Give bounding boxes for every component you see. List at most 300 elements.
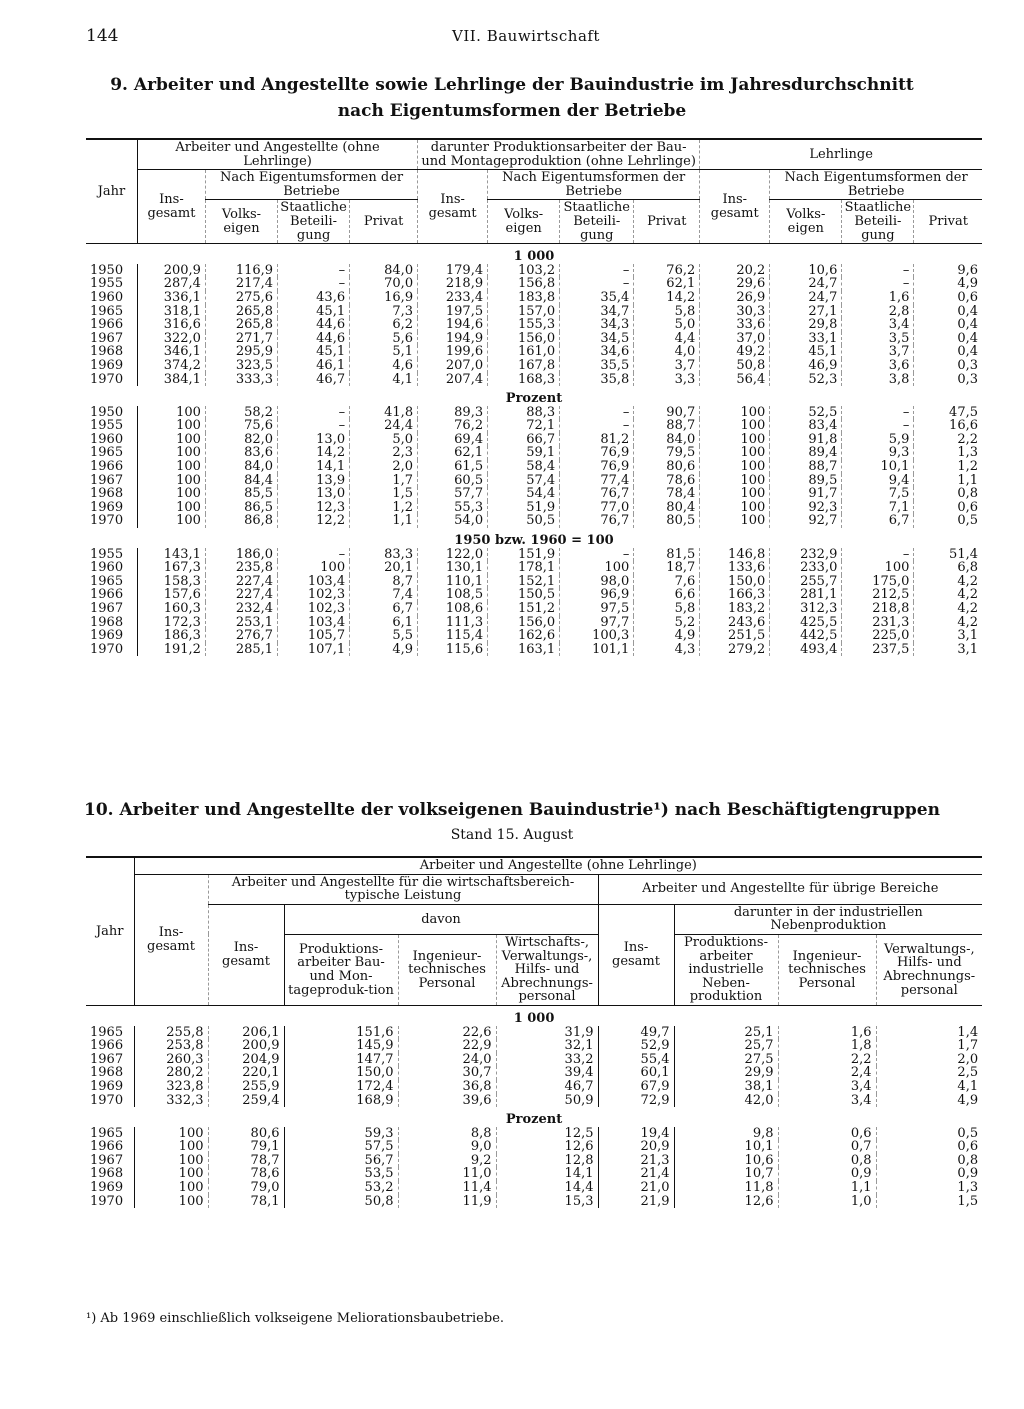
value-cell: 45,1 xyxy=(278,345,350,359)
value-cell: 287,4 xyxy=(163,276,201,292)
t10-head-darunter: darunter in der industriellen Nebenproduktion xyxy=(674,904,982,934)
value-cell: 85,5 xyxy=(205,487,277,501)
year-cell: 1966 xyxy=(86,460,137,474)
value-cell: 76,7 xyxy=(560,514,634,528)
value-cell: 233,0 xyxy=(770,561,842,575)
value-cell: 1,8 xyxy=(778,1039,876,1053)
value-cell: 70,0 xyxy=(350,277,418,291)
section-heading: 1 000 xyxy=(513,249,555,265)
value-cell: 279,2 xyxy=(700,643,770,657)
value-cell: 100 xyxy=(700,406,770,420)
table-row xyxy=(86,1154,982,1168)
value-cell: 35,4 xyxy=(560,291,634,305)
table-row xyxy=(86,332,982,346)
value-cell: 41,8 xyxy=(350,406,418,420)
value-cell: 38,1 xyxy=(674,1080,778,1094)
t9-head-privat-1: Privat xyxy=(350,200,418,244)
table-row xyxy=(86,602,982,616)
value-cell: 89,5 xyxy=(770,474,842,488)
value-cell: 57,5 xyxy=(284,1140,398,1154)
value-cell: 3,7 xyxy=(634,359,700,373)
table-row xyxy=(86,514,982,528)
value-cell: 6,8 xyxy=(914,561,982,575)
t10-head-insgesamt-2: Ins-gesamt xyxy=(208,904,284,1005)
year-cell: 1968 xyxy=(86,345,137,359)
table-row xyxy=(86,1080,982,1094)
value-cell: 100 xyxy=(278,561,350,575)
value-cell: 2,2 xyxy=(914,433,982,447)
value-cell: 255,9 xyxy=(208,1080,284,1094)
value-cell: 312,3 xyxy=(770,602,842,616)
value-cell: 100 xyxy=(176,459,201,475)
value-cell: 6,2 xyxy=(350,318,418,332)
table-row xyxy=(86,1094,982,1108)
value-cell: 22,9 xyxy=(398,1039,496,1053)
value-cell: 52,3 xyxy=(770,373,842,387)
year-cell: 1968 xyxy=(86,487,137,501)
t10-head-prod-neben: Produktions-arbeiter industrielle Neben-produktion xyxy=(674,934,778,1005)
value-cell: 0,3 xyxy=(914,359,982,373)
value-cell: 78,7 xyxy=(208,1154,284,1168)
value-cell: 103,4 xyxy=(278,616,350,630)
value-cell: 163,1 xyxy=(488,643,560,657)
value-cell: 54,0 xyxy=(418,514,488,528)
value-cell: 34,3 xyxy=(560,318,634,332)
value-cell: 33,6 xyxy=(700,318,770,332)
value-cell: 49,7 xyxy=(598,1026,674,1040)
t9-head-privat-2: Privat xyxy=(634,200,700,244)
value-cell: 179,4 xyxy=(418,264,488,278)
table-row xyxy=(86,1195,982,1209)
value-cell: 7,6 xyxy=(634,575,700,589)
value-cell: 29,8 xyxy=(770,318,842,332)
value-cell: 72,9 xyxy=(598,1094,674,1108)
value-cell: 0,4 xyxy=(914,305,982,319)
table-row xyxy=(86,1053,982,1067)
table-row xyxy=(86,345,982,359)
value-cell: 227,4 xyxy=(205,588,277,602)
value-cell: 89,4 xyxy=(770,446,842,460)
value-cell: 122,0 xyxy=(418,548,488,562)
value-cell: 18,7 xyxy=(634,561,700,575)
value-cell: 204,9 xyxy=(208,1053,284,1067)
table-row xyxy=(86,433,982,447)
value-cell: 2,0 xyxy=(876,1053,982,1067)
value-cell: 4,2 xyxy=(914,602,982,616)
value-cell: 19,4 xyxy=(598,1127,674,1141)
value-cell: 194,6 xyxy=(418,318,488,332)
value-cell: 1,7 xyxy=(876,1039,982,1053)
value-cell: 227,4 xyxy=(205,575,277,589)
value-cell: 76,9 xyxy=(560,446,634,460)
value-cell: 12,5 xyxy=(496,1127,598,1141)
value-cell: 79,1 xyxy=(208,1140,284,1154)
section-heading-row xyxy=(86,392,982,406)
value-cell: 260,3 xyxy=(166,1051,204,1067)
value-cell: 318,1 xyxy=(163,303,201,319)
value-cell: 50,8 xyxy=(700,359,770,373)
year-cell: 1965 xyxy=(86,446,137,460)
value-cell: 52,9 xyxy=(598,1039,674,1053)
value-cell: 86,8 xyxy=(205,514,277,528)
value-cell: 88,7 xyxy=(634,419,700,433)
value-cell: 2,4 xyxy=(778,1066,876,1080)
value-cell: 36,8 xyxy=(398,1080,496,1094)
value-cell: 56,4 xyxy=(700,373,770,387)
value-cell: 34,5 xyxy=(560,332,634,346)
value-cell: 47,5 xyxy=(914,406,982,420)
value-cell: 5,9 xyxy=(842,433,914,447)
value-cell: 6,1 xyxy=(350,616,418,630)
value-cell: 0,9 xyxy=(778,1167,876,1181)
year-cell: 1970 xyxy=(86,373,137,387)
value-cell: 33,1 xyxy=(770,332,842,346)
value-cell: 1,6 xyxy=(842,291,914,305)
value-cell: 35,8 xyxy=(560,373,634,387)
value-cell: 25,1 xyxy=(674,1026,778,1040)
value-cell: 271,7 xyxy=(205,332,277,346)
t9-head-nach-1: Nach Eigentumsformen der Betriebe xyxy=(205,170,417,200)
table-row xyxy=(86,1127,982,1141)
t9-head-staat-1: Staatliche Beteili-gung xyxy=(278,200,350,244)
t10-head-wirt: Wirtschafts-, Verwaltungs-, Hilfs- und Abrechnungs-personal xyxy=(496,934,598,1005)
value-cell: 384,1 xyxy=(163,371,201,387)
value-cell: 1,5 xyxy=(876,1195,982,1209)
value-cell: – xyxy=(560,419,634,433)
value-cell: 183,8 xyxy=(488,291,560,305)
value-cell: 39,6 xyxy=(398,1094,496,1108)
value-cell: 58,4 xyxy=(488,460,560,474)
value-cell: 9,3 xyxy=(842,446,914,460)
value-cell: 115,6 xyxy=(418,643,488,657)
value-cell: 27,1 xyxy=(770,305,842,319)
value-cell: 92,7 xyxy=(770,514,842,528)
value-cell: 3,3 xyxy=(634,373,700,387)
value-cell: 46,9 xyxy=(770,359,842,373)
value-cell: 4,2 xyxy=(914,575,982,589)
year-cell: 1965 xyxy=(86,1127,134,1141)
value-cell: 78,4 xyxy=(634,487,700,501)
value-cell: 24,7 xyxy=(770,277,842,291)
t9-head-group1: Arbeiter und Angestellte (ohne Lehrlinge) xyxy=(137,139,417,170)
section-heading: Prozent xyxy=(505,1112,563,1128)
value-cell: 4,9 xyxy=(634,629,700,643)
value-cell: 251,5 xyxy=(700,629,770,643)
value-cell: 21,9 xyxy=(598,1195,674,1209)
value-cell: 88,7 xyxy=(770,460,842,474)
table-row xyxy=(86,588,982,602)
value-cell: 98,0 xyxy=(560,575,634,589)
section-heading: Prozent xyxy=(505,391,563,407)
year-cell: 1967 xyxy=(86,1053,134,1067)
value-cell: 100 xyxy=(178,1139,204,1155)
value-cell: 9,8 xyxy=(674,1127,778,1141)
t9-head-group2: darunter Produktionsarbeiter der Bau- und Montageproduktion (ohne Lehrlinge) xyxy=(418,139,700,170)
t9-head-nach-2: Nach Eigentumsformen der Betriebe xyxy=(488,170,700,200)
value-cell: 80,5 xyxy=(634,514,700,528)
value-cell: 425,5 xyxy=(770,616,842,630)
value-cell: 90,7 xyxy=(634,406,700,420)
value-cell: 100 xyxy=(700,474,770,488)
value-cell: 100 xyxy=(700,487,770,501)
t10-head-verw: Verwaltungs-, Hilfs- und Abrechnungs-personal xyxy=(876,934,982,1005)
value-cell: 5,1 xyxy=(350,345,418,359)
section-heading-row xyxy=(86,1012,982,1026)
value-cell: – xyxy=(842,406,914,420)
t9-head-staat-3: Staatliche Beteili-gung xyxy=(842,200,914,244)
table-row xyxy=(86,277,982,291)
value-cell: 10,1 xyxy=(674,1140,778,1154)
value-cell: 3,4 xyxy=(842,318,914,332)
value-cell: 100 xyxy=(700,501,770,515)
value-cell: 1,2 xyxy=(350,501,418,515)
t9-head-volks-2: Volks-eigen xyxy=(488,200,560,244)
t9-head-insgesamt-3: Ins-gesamt xyxy=(700,170,770,244)
table-row xyxy=(86,1167,982,1181)
value-cell: 10,1 xyxy=(842,460,914,474)
value-cell: 316,6 xyxy=(163,317,201,333)
t10-head-ing-1: Ingenieur-technisches Personal xyxy=(398,934,496,1005)
value-cell: 285,1 xyxy=(205,643,277,657)
value-cell: 0,6 xyxy=(914,501,982,515)
section-heading-row xyxy=(86,1113,982,1127)
table-row xyxy=(86,1066,982,1080)
year-cell: 1966 xyxy=(86,588,137,602)
table9-title-line2: nach Eigentumsformen der Betriebe xyxy=(337,101,687,121)
value-cell: 100 xyxy=(178,1125,204,1141)
year-cell: 1967 xyxy=(86,474,137,488)
value-cell: 97,5 xyxy=(560,602,634,616)
value-cell: 7,1 xyxy=(842,501,914,515)
value-cell: 259,4 xyxy=(208,1094,284,1108)
t10-head-uebrige: Arbeiter und Angestellte für übrige Bereiche xyxy=(598,874,982,904)
value-cell: 100 xyxy=(176,499,201,515)
value-cell: 150,5 xyxy=(488,588,560,602)
value-cell: 14,4 xyxy=(496,1181,598,1195)
value-cell: 11,4 xyxy=(398,1181,496,1195)
value-cell: 346,1 xyxy=(163,344,201,360)
value-cell: 4,9 xyxy=(876,1094,982,1108)
value-cell: 13,0 xyxy=(278,487,350,501)
value-cell: 53,2 xyxy=(284,1181,398,1195)
value-cell: 493,4 xyxy=(770,643,842,657)
value-cell: 175,0 xyxy=(842,575,914,589)
value-cell: 243,6 xyxy=(700,616,770,630)
year-cell: 1969 xyxy=(86,501,137,515)
value-cell: 150,0 xyxy=(700,575,770,589)
value-cell: 84,4 xyxy=(205,474,277,488)
value-cell: 183,2 xyxy=(700,602,770,616)
value-cell: 5,8 xyxy=(634,305,700,319)
value-cell: 157,0 xyxy=(488,305,560,319)
value-cell: 44,6 xyxy=(278,332,350,346)
table-row xyxy=(86,291,982,305)
value-cell: – xyxy=(560,406,634,420)
value-cell: 55,4 xyxy=(598,1053,674,1067)
value-cell: 35,5 xyxy=(560,359,634,373)
value-cell: 39,4 xyxy=(496,1066,598,1080)
t9-head-insgesamt-1: Ins-gesamt xyxy=(137,170,205,244)
value-cell: 80,6 xyxy=(208,1127,284,1141)
value-cell: 442,5 xyxy=(770,629,842,643)
value-cell: 5,5 xyxy=(350,629,418,643)
value-cell: 100,3 xyxy=(560,629,634,643)
table-row xyxy=(86,406,982,420)
table-row xyxy=(86,446,982,460)
t9-head-group3: Lehrlinge xyxy=(700,139,982,170)
value-cell: 166,3 xyxy=(700,588,770,602)
value-cell: 295,9 xyxy=(205,345,277,359)
value-cell: 323,5 xyxy=(205,359,277,373)
value-cell: 3,4 xyxy=(778,1094,876,1108)
value-cell: 235,8 xyxy=(205,561,277,575)
value-cell: 51,4 xyxy=(914,548,982,562)
table9-title-line1: 9. Arbeiter und Angestellte sowie Lehrlinge der Bauindustrie im Jahresdurchschnitt xyxy=(110,75,914,95)
value-cell: 43,6 xyxy=(278,291,350,305)
value-cell: 59,3 xyxy=(284,1127,398,1141)
value-cell: 20,9 xyxy=(598,1140,674,1154)
value-cell: 102,3 xyxy=(278,602,350,616)
value-cell: 79,0 xyxy=(208,1181,284,1195)
value-cell: 100 xyxy=(700,514,770,528)
value-cell: 14,1 xyxy=(496,1167,598,1181)
value-cell: 62,1 xyxy=(418,446,488,460)
value-cell: 0,8 xyxy=(914,487,982,501)
value-cell: 27,5 xyxy=(674,1053,778,1067)
value-cell: 2,5 xyxy=(876,1066,982,1080)
value-cell: 44,6 xyxy=(278,318,350,332)
value-cell: 5,2 xyxy=(634,616,700,630)
table-row xyxy=(86,487,982,501)
year-cell: 1970 xyxy=(86,514,137,528)
value-cell: 10,6 xyxy=(770,264,842,278)
value-cell: 110,1 xyxy=(418,575,488,589)
table-row xyxy=(86,318,982,332)
value-cell: 76,2 xyxy=(634,264,700,278)
value-cell: 0,6 xyxy=(914,291,982,305)
value-cell: 280,2 xyxy=(166,1065,204,1081)
value-cell: 76,7 xyxy=(560,487,634,501)
value-cell: 253,8 xyxy=(166,1038,204,1054)
value-cell: 4,1 xyxy=(350,373,418,387)
value-cell: 26,9 xyxy=(700,291,770,305)
value-cell: 20,2 xyxy=(700,264,770,278)
year-cell: 1966 xyxy=(86,1140,134,1154)
value-cell: 81,5 xyxy=(634,548,700,562)
value-cell: 152,1 xyxy=(488,575,560,589)
value-cell: 31,9 xyxy=(496,1026,598,1040)
year-cell: 1969 xyxy=(86,1080,134,1094)
year-cell: 1955 xyxy=(86,419,137,433)
t10-head-typische: Arbeiter und Angestellte für die wirtschaftsbereich-typische Leistung xyxy=(208,874,598,904)
value-cell: 151,9 xyxy=(488,548,560,562)
table-row xyxy=(86,1026,982,1040)
table-row xyxy=(86,305,982,319)
value-cell: 146,8 xyxy=(700,548,770,562)
value-cell: 84,0 xyxy=(205,460,277,474)
value-cell: 29,9 xyxy=(674,1066,778,1080)
year-cell: 1968 xyxy=(86,616,137,630)
value-cell: – xyxy=(842,264,914,278)
table-row xyxy=(86,373,982,387)
value-cell: 80,6 xyxy=(634,460,700,474)
value-cell: 3,8 xyxy=(842,373,914,387)
value-cell: 336,1 xyxy=(163,289,201,305)
value-cell: 100 xyxy=(178,1166,204,1182)
value-cell: 0,4 xyxy=(914,318,982,332)
t10-head-top: Arbeiter und Angestellte (ohne Lehrlinge) xyxy=(134,857,982,874)
value-cell: 4,9 xyxy=(350,643,418,657)
value-cell: – xyxy=(560,548,634,562)
value-cell: 3,1 xyxy=(914,629,982,643)
footnote: ¹) Ab 1969 einschließlich volkseigene Meliorationsbaubetriebe. xyxy=(86,1311,505,1326)
year-cell: 1966 xyxy=(86,318,137,332)
value-cell: 96,9 xyxy=(560,588,634,602)
value-cell: 100 xyxy=(700,460,770,474)
value-cell: 197,5 xyxy=(418,305,488,319)
value-cell: 232,4 xyxy=(205,602,277,616)
value-cell: 374,2 xyxy=(163,357,201,373)
value-cell: – xyxy=(278,406,350,420)
value-cell: 133,6 xyxy=(700,561,770,575)
value-cell: 0,8 xyxy=(876,1154,982,1168)
value-cell: 77,4 xyxy=(560,474,634,488)
value-cell: 101,1 xyxy=(560,643,634,657)
value-cell: 200,9 xyxy=(163,262,201,278)
value-cell: 237,5 xyxy=(842,643,914,657)
year-cell: 1970 xyxy=(86,1094,134,1108)
value-cell: 56,7 xyxy=(284,1154,398,1168)
table-row xyxy=(86,643,982,657)
value-cell: 178,1 xyxy=(488,561,560,575)
table-row xyxy=(86,1181,982,1195)
value-cell: 76,2 xyxy=(418,419,488,433)
value-cell: 218,8 xyxy=(842,602,914,616)
value-cell: 7,3 xyxy=(350,305,418,319)
year-cell: 1966 xyxy=(86,1039,134,1053)
value-cell: 46,7 xyxy=(278,373,350,387)
value-cell: 7,5 xyxy=(842,487,914,501)
value-cell: 220,1 xyxy=(208,1066,284,1080)
value-cell: 2,2 xyxy=(778,1053,876,1067)
year-cell: 1967 xyxy=(86,332,137,346)
value-cell: 12,8 xyxy=(496,1154,598,1168)
value-cell: 322,0 xyxy=(163,330,201,346)
value-cell: 11,0 xyxy=(398,1167,496,1181)
table-row xyxy=(86,460,982,474)
value-cell: 81,2 xyxy=(560,433,634,447)
value-cell: 54,4 xyxy=(488,487,560,501)
value-cell: 107,1 xyxy=(278,643,350,657)
value-cell: 4,0 xyxy=(634,345,700,359)
value-cell: 151,6 xyxy=(284,1026,398,1040)
value-cell: 172,4 xyxy=(284,1080,398,1094)
value-cell: 100 xyxy=(176,486,201,502)
section-heading-row xyxy=(86,250,982,264)
value-cell: 206,1 xyxy=(208,1026,284,1040)
value-cell: 16,9 xyxy=(350,291,418,305)
value-cell: 3,4 xyxy=(778,1080,876,1094)
value-cell: 4,2 xyxy=(914,588,982,602)
year-cell: 1968 xyxy=(86,1066,134,1080)
table-row xyxy=(86,419,982,433)
value-cell: 78,1 xyxy=(208,1195,284,1209)
value-cell: 5,0 xyxy=(350,433,418,447)
year-cell: 1967 xyxy=(86,602,137,616)
value-cell: 51,9 xyxy=(488,501,560,515)
value-cell: 143,1 xyxy=(163,546,201,562)
value-cell: 160,3 xyxy=(163,601,201,616)
